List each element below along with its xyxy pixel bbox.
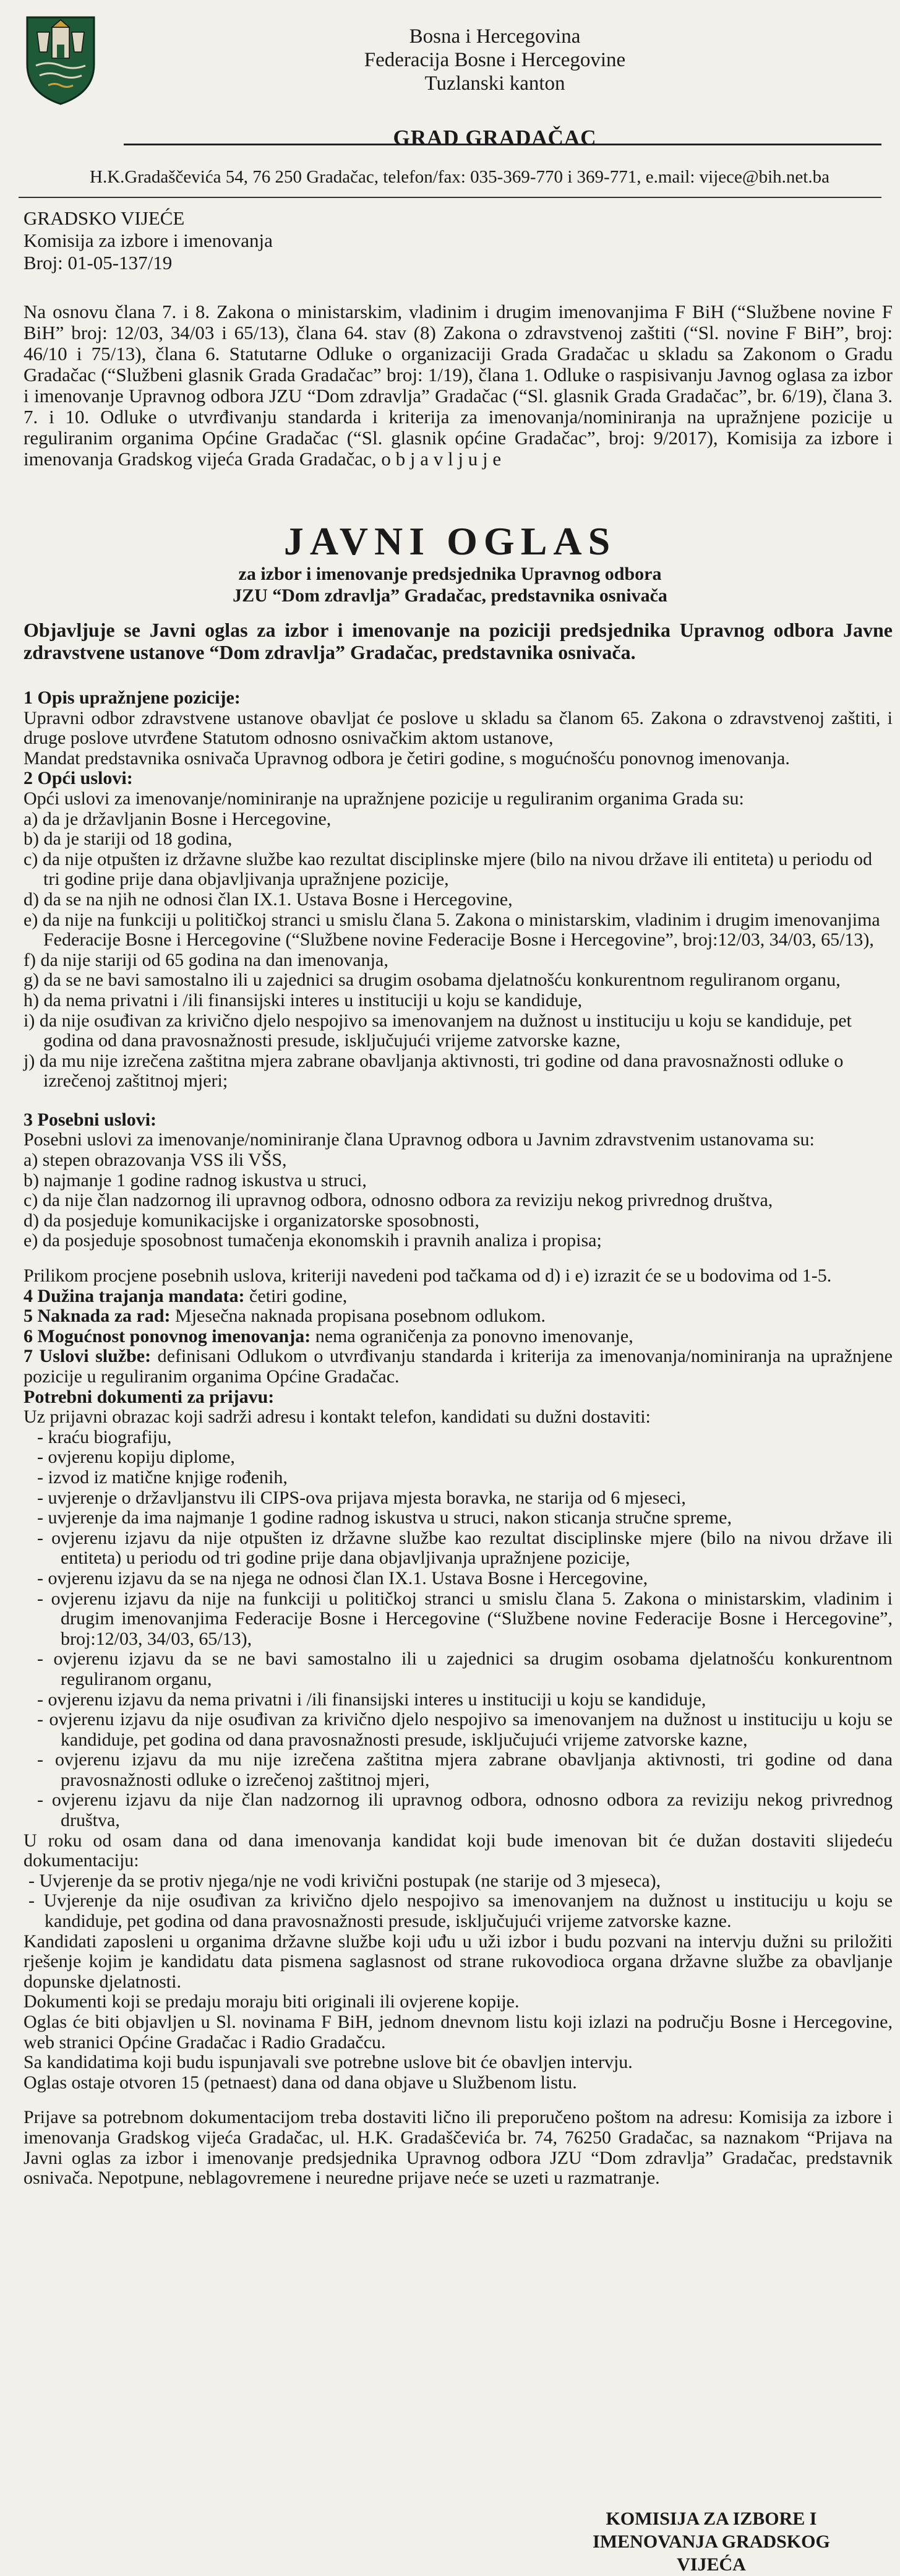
publication-paragraph: Oglas će biti objavljen u Sl. novinama F BiH, jednom dnevnom listu koji izlazi na području Bosne i Hercegovine, web stranici Općine Gradačac i Radio Gradačcu. (24, 2012, 893, 2053)
letterhead (278, 25, 711, 150)
org-name: GRADSKO VIJEĆE (24, 207, 185, 229)
list-item: e) da posjeduje sposobnost tumačenja ekonomskih i pravnih analiza i propisa; (24, 1230, 602, 1251)
country-name: Bosna i Hercegovina (409, 25, 581, 48)
submission-paragraph: Prijave sa potrebnom dokumentacijom treba dostaviti lično ili preporučeno poštom na adresu: Komisija za izbore i imenovanja Gradskog vijeća Gradačac, ul. H.K. Gradaščevića br. 74, 76250 Gradačac, sa naznakom “Prijava na Javni oglas za izbor i imenovanje predsjednika Upravnog odbora JZU “Dom zdravlja” Gradačac, predstavnik osnivača. Nepotpune, neblagovremene i neuredne prijave neće se uzeti u razmatranje. (24, 2107, 893, 2189)
point-text: nema ograničenja za ponovno imenovanje, (311, 1325, 633, 1346)
canton-name: Tuzlanski kanton (424, 72, 565, 95)
list-item: - ovjerenu kopiju diplome, (37, 1447, 235, 1468)
list-item: - kraću biografiju, (37, 1426, 172, 1447)
section-2-intro: Opći uslovi za imenovanje/nominiranje na upražnjene pozicije u reguliranim organima Grada su: (24, 788, 744, 809)
list-item: - uvjerenje da ima najmanje 1 godine radnog iskustva u struci, nakon sticanja stručne spreme, (37, 1507, 732, 1528)
notice-title-sub2: JZU “Dom zdravlja” Gradačac, predstavnika osnivača (233, 585, 667, 606)
list-item: b) najmanje 1 godine radnog iskustva u struci, (24, 1170, 367, 1191)
header-divider (124, 144, 881, 145)
point-text: Mjesečna naknada propisana posebnom odlukom. (170, 1306, 546, 1327)
notice-title (0, 520, 900, 606)
list-item: c) da nije otpušten iz državne službe kao rezultat disciplinske mjere (bilo na nivou države ili entiteta) u periodu od tri godine prije dana objavljivanja upražnjene pozicije, (24, 848, 873, 890)
notice-title-sub1: za izbor i imenovanje predsjednika Upravnog odbora (238, 564, 662, 584)
list-item: - Uvjerenje da se protiv njega/nje ne vodi krivični postupak (ne starije od 3 mjeseca), (28, 1870, 661, 1891)
list-item: - ovjerenu izjavu da se na njega ne odnosi član IX.1. Ustava Bosne i Hercegovine, (37, 1567, 648, 1588)
signature-line: KOMISIJA ZA IZBORE I (606, 2509, 817, 2529)
list-item: a) stepen obrazovanja VSS ili VŠS, (24, 1150, 287, 1171)
legal-basis-paragraph: Na osnovu člana 7. i 8. Zakona o ministarskim, vladinim i drugim imenovanjima F BiH (“Službene novine F BiH” broj: 12/03, 34/03 i 65/13), člana 64. stav (8) Zakona o zdravstvenoj zaštiti (“Sl. novine F BiH”, broj: 46/10 i 75/13), člana 6. Statutarne Odluke o organizaciji Grada Gradačac u skladu sa Zakonom o Gradu Gradačac (“Službeni glasnik Grada Gradačac” broj: 1/19), člana 1. Odluke o raspisivanju Javnog oglasa za izbor i imenovanje Upravnog odbora JZU “Dom zdravlja” Gradačac (“Sl. glasnik Grada Gradačac”, br. 6/19), člana 3. 7. i 10. Odluke o utvrđivanju standarda i kriterija za imenovanja/nominiranja na upražnjene pozicije u reguliranim organima Općine Gradačac (“Sl. glasnik općine Gradačac”, broj: 9/2017), Komisija za izbore i imenovanja Gradskog vijeća Grada Gradačac, o b j a v l j u j e (24, 301, 893, 470)
open-period-paragraph: Oglas ostaje otvoren 15 (petnaest) dana od dana objave u Službenom listu. (24, 2072, 577, 2093)
list-item: - ovjerenu izjavu da nije na funkciji u političkoj stranci u smislu člana 5. Zakona o ministarskim, vladinim i drugim imenovanjima Federacije Bosne i Hercegovine (“Službene novine Federacije Bosne i Hercegovine”, broj:12/03, 34/03, 65/13), (37, 1588, 893, 1649)
document-meta (24, 207, 273, 274)
list-item: - ovjerenu izjavu da mu nije izrečena zaštitna mjera zabrane obavljanja aktivnosti, tri godine od dana pravosnažnosti odluke o izrečenoj zaštitnoj mjeri, (37, 1749, 893, 1790)
service-conditions (24, 1346, 893, 1387)
list-item: i) da nije osuđivan za krivično djelo nespojivo sa imenovanjem na dužnost u instituciju u koju se kandiduje, pet godina od dana pravosnažnosti presude, isključujući vrijeme zatvorske kazne, (24, 1010, 852, 1051)
list-item: - ovjerenu izjavu da se ne bavi samostalno ili u zajednici sa drugim osobama djelatnošću konkurentnom reguliranom organu, (37, 1648, 893, 1689)
point-label: 5 Naknada za rad: (24, 1306, 171, 1327)
scoring-note: Prilikom procjene posebnih uslova, kriteriji navedeni pod tačkama od d) i e) izrazit će se u bodovima od 1-5. (24, 1265, 832, 1286)
list-item: c) da nije član nadzornog ili upravnog odbora, odnosno odbora za reviziju nekog privrednog društva, (24, 1190, 773, 1211)
point-label: 6 Mogućnost ponovnog imenovanja: (24, 1325, 311, 1346)
signature-block (557, 2507, 866, 2576)
list-item: - Uvjerenje da nije osuđivan za krivično djelo nespojivo sa imenovanjem na dužnost u instituciju u koju se kandiduje, pet godina od dana pravosnažnosti presude, isključujući vrijeme zatvorske kazne. (28, 1890, 893, 1932)
list-item: g) da se ne bavi samostalno ili u zajednici sa drugim osobama djelatnošću konkurentnom reguliranom organu, (24, 970, 841, 991)
contact-line: H.K.Gradaščevića 54, 76 250 Gradačac, telefon/fax: 035-369-770 i 369-771, e.mail: vijece@bih.net.ba (90, 167, 829, 187)
compensation (24, 1306, 893, 1327)
list-item: e) da nije na funkciji u političkoj stranci u smislu člana 5. Zakona o ministarskim, vladinim i drugim imenovanjima Federacije Bosne i Hercegovine (“Službene novine Federacije Bosne i Hercegovine”, broj:12/03, 34/03, 65/13), (24, 909, 880, 950)
point-label: 7 Uslovi službe: (24, 1346, 152, 1367)
signature-line: IMENOVANJA GRADSKOG VIJEĆA (593, 2531, 830, 2575)
reappointment (24, 1327, 893, 1347)
point-text: četiri godine, (244, 1285, 348, 1306)
lead-paragraph: Objavljuje se Javni oglas za izbor i imenovanje na poziciji predsjednika Upravnog odbora Javne zdravstvene ustanove “Dom zdravlja” Gradačac, predstavnika osnivača. (24, 619, 893, 663)
list-item: b) da je stariji od 18 godina, (24, 829, 233, 850)
list-item: d) da se na njih ne odnosi član IX.1. Ustava Bosne i Hercegovine, (24, 889, 513, 910)
city-coat-of-arms-icon (24, 14, 98, 106)
list-item: h) da nema privatni i /ili finansijski interes u instituciji u koju se kandiduje, (24, 989, 583, 1010)
section-1-heading: 1 Opis upražnjene pozicije: (24, 687, 241, 708)
list-item: - uvjerenje o državljanstvu ili CIPS-ova prijava mjesta boravka, ne starija od 6 mjeseci, (37, 1487, 686, 1508)
point-label: 4 Dužina trajanja mandata: (24, 1285, 245, 1306)
originals-paragraph: Dokumenti koji se predaju moraju biti originali ili ovjerene kopije. (24, 1991, 520, 2012)
employees-paragraph: Kandidati zaposleni u organima državne službe koji uđu u uži izbor i budu pozvani na intervju dužni su priložiti rješenje kojim je kandidatu data pismena saglasnost od strane rukovodioca organa državne službe za obavljanje dopunske djelatnosti. (24, 1931, 893, 1992)
section-1-text: Upravni odbor zdravstvene ustanove obavljat će poslove u skladu sa članom 65. Zakona o zdravstvenoj zaštiti, i druge poslove utvrđene Statutom odnosno osnivačkim aktom ustanove, (24, 707, 893, 749)
point-text: definisani Odlukom o utvrđivanju standarda i kriterija za imenovanja/nominiranja na upražnjene pozicije u reguliranim organima Općine Gradačac. (24, 1346, 893, 1387)
list-item: f) da nije stariji od 65 godina na dan imenovanja, (24, 949, 388, 970)
deadline-paragraph: U roku od osam dana od dana imenovanja kandidat koji bude imenovan bit će dužan dostaviti slijedeću dokumentaciju: (24, 1830, 893, 1871)
section-3-intro: Posebni uslovi za imenovanje/nominiranje člana Upravnog odbora u Javnim zdravstvenim ustanovama su: (24, 1129, 815, 1150)
notice-body (24, 688, 893, 2189)
list-item: j) da mu nije izrečena zaštitna mjera zabrane obavljanja aktivnosti, tri godine od dana pravosnažnosti odluke o izrečenoj zaštitnoj mjeri; (24, 1050, 844, 1092)
document-number: Broj: 01-05-137/19 (24, 252, 173, 274)
list-item: - ovjerenu izjavu da nije otpušten iz državne službe kao rezultat disciplinske mjere (bilo na nivou države ili entiteta) u periodu od tri godine prije dana objavljivanja upražnjene pozicije, (37, 1527, 893, 1569)
list-item: - izvod iz matične knjige rođenih, (37, 1467, 288, 1488)
list-item: - ovjerenu izjavu da nije član nadzornog ili upravnog odbora, odnosno odbora za reviziju nekog privrednog društva, (37, 1790, 893, 1831)
federation-name: Federacija Bosne i Hercegovine (364, 49, 626, 71)
list-item: a) da je državljanin Bosne i Hercegovine, (24, 808, 332, 829)
contact-divider (19, 197, 881, 198)
section-1-text: Mandat predstavnika osnivača Upravnog odbora je četiri godine, s mogućnošću ponovnog imenovanja. (24, 747, 790, 769)
interview-paragraph: Sa kandidatima koji budu ispunjavali sve potrebne uslove bit će obavljen intervju. (24, 2052, 633, 2073)
list-item: d) da posjeduje komunikacijske i organizatorske sposobnosti, (24, 1210, 479, 1231)
section-3-heading: 3 Posebni uslovi: (24, 1109, 157, 1130)
documents-intro: Uz prijavni obrazac koji sadrži adresu i kontakt telefon, kandidati su dužni dostaviti: (24, 1406, 651, 1428)
notice-title-main: JAVNI OGLAS (283, 519, 617, 563)
term-duration (24, 1286, 893, 1307)
documents-heading: Potrebni dokumenti za prijavu: (24, 1386, 275, 1407)
section-2-heading: 2 Opći uslovi: (24, 768, 133, 789)
list-item: - ovjerenu izjavu da nije osuđivan za krivično djelo nespojivo sa imenovanjem na dužnost u instituciju u koju se kandiduje, pet godina od dana pravosnažnosti presude, isključujući vrijeme zatvorske kazne, (37, 1709, 893, 1750)
commission-name: Komisija za izbore i imenovanja (24, 230, 273, 251)
city-name: GRAD GRADAČAC (393, 126, 597, 150)
list-item: - ovjerenu izjavu da nema privatni i /ili finansijski interes u instituciji u koju se kandiduje, (37, 1689, 706, 1710)
